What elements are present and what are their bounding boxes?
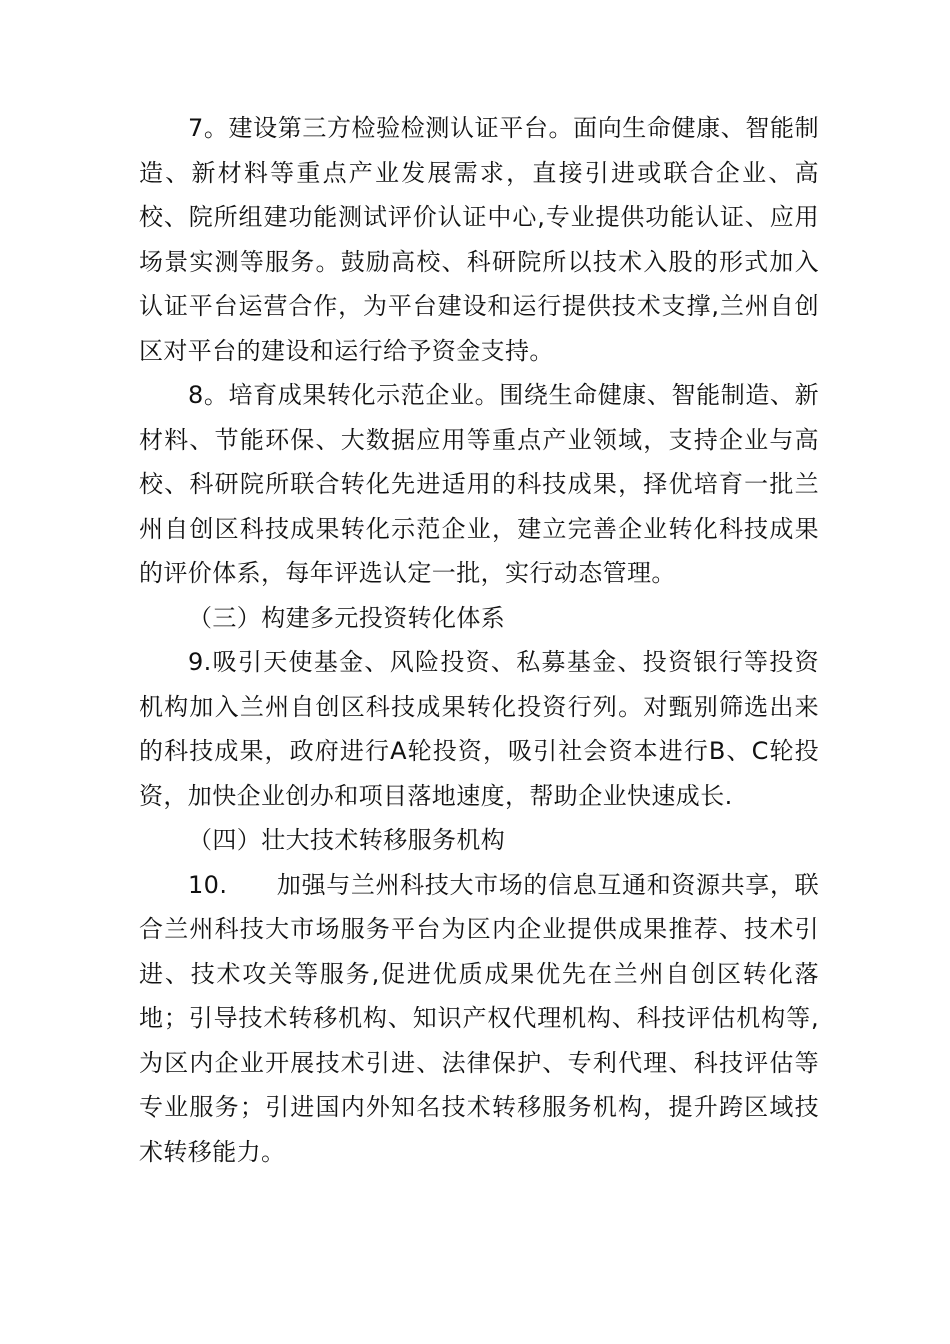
document-body — [139, 106, 819, 1174]
section-heading-3: （三）构建多元投资转化体系 — [188, 603, 506, 632]
paragraph-item-9: 9.吸引天使基金、风险投资、私募基金、投资银行等投资机构加入兰州自创区科技成果转化投资行列。对甄别筛选出来的科技成果，政府进行A轮投资，吸引社会资本进行B、C轮投资，加快企业创办和项目落地速度，帮助企业快速成长. — [139, 648, 819, 810]
section-heading-4: （四）壮大技术转移服务机构 — [188, 826, 506, 854]
paragraph-item-7: 7。建设第三方检验检测认证平台。面向生命健康、智能制造、新材料等重点产业发展需求，直接引进或联合企业、高校、院所组建功能测试评价认证中心,专业提供功能认证、应用场景实测等服务。鼓励高校、科研院所以技术入股的形式加入认证平台运营合作，为平台建设和运行提供技术支撑,兰州自创区对平台的建设和运行给予资金支持。 — [139, 114, 819, 365]
paragraph-item-10: 10. 加强与兰州科技大市场的信息互通和资源共享，联合兰州科技大市场服务平台为区内企业提供成果推荐、技术引进、技术攻关等服务,促进优质成果优先在兰州自创区转化落地；引导技术转移机构、知识产权代理机构、科技评估机构等,为区内企业开展技术引进、法律保护、专利代理、科技评估等专业服务；引进国内外知名技术转移服务机构，提升跨区域技术转移能力。 — [139, 870, 819, 1166]
paragraph-item-8: 8。培育成果转化示范企业。围绕生命健康、智能制造、新材料、节能环保、大数据应用等重点产业领域，支持企业与高校、科研院所联合转化先进适用的科技成果，择优培育一批兰州自创区科技成果转化示范企业，建立完善企业转化科技成果的评价体系，每年评选认定一批，实行动态管理。 — [139, 381, 819, 587]
